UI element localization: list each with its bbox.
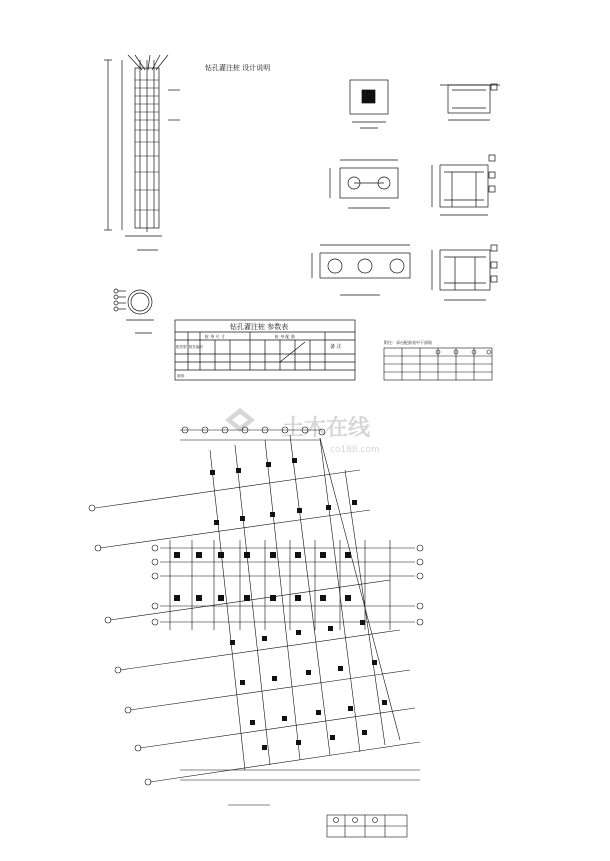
pile-table-group-1: 桩 身 尺 寸 — [205, 334, 225, 339]
sheet-title: 钻孔灌注桩 设计说明 — [205, 64, 271, 72]
legend-table — [327, 815, 407, 837]
pile-layout-plan — [89, 427, 423, 805]
watermark-subtext: co188.com — [330, 445, 380, 455]
pile-table-title: 钻孔灌注桩 参数表 — [230, 323, 289, 331]
pile-elevation-detail — [104, 55, 180, 250]
pile-section-detail — [114, 289, 154, 333]
watermark-text: 土木在线 — [282, 416, 371, 441]
pile-table-col-1: 桩类型 — [176, 345, 187, 349]
watermark-logo — [225, 408, 255, 432]
pile-table-group-2: 桩 身 配 筋 — [275, 334, 295, 339]
cap-table-title: 附注：承台配筋表中下部筋 — [384, 340, 432, 345]
pile-table-note: 说明： — [177, 374, 188, 378]
pile-cap-details — [312, 80, 500, 300]
pile-table-col-2: 桩长编号 — [189, 345, 203, 349]
pile-table-remark: 备 注 — [330, 344, 342, 350]
cap-reinforcement-table — [384, 348, 492, 380]
